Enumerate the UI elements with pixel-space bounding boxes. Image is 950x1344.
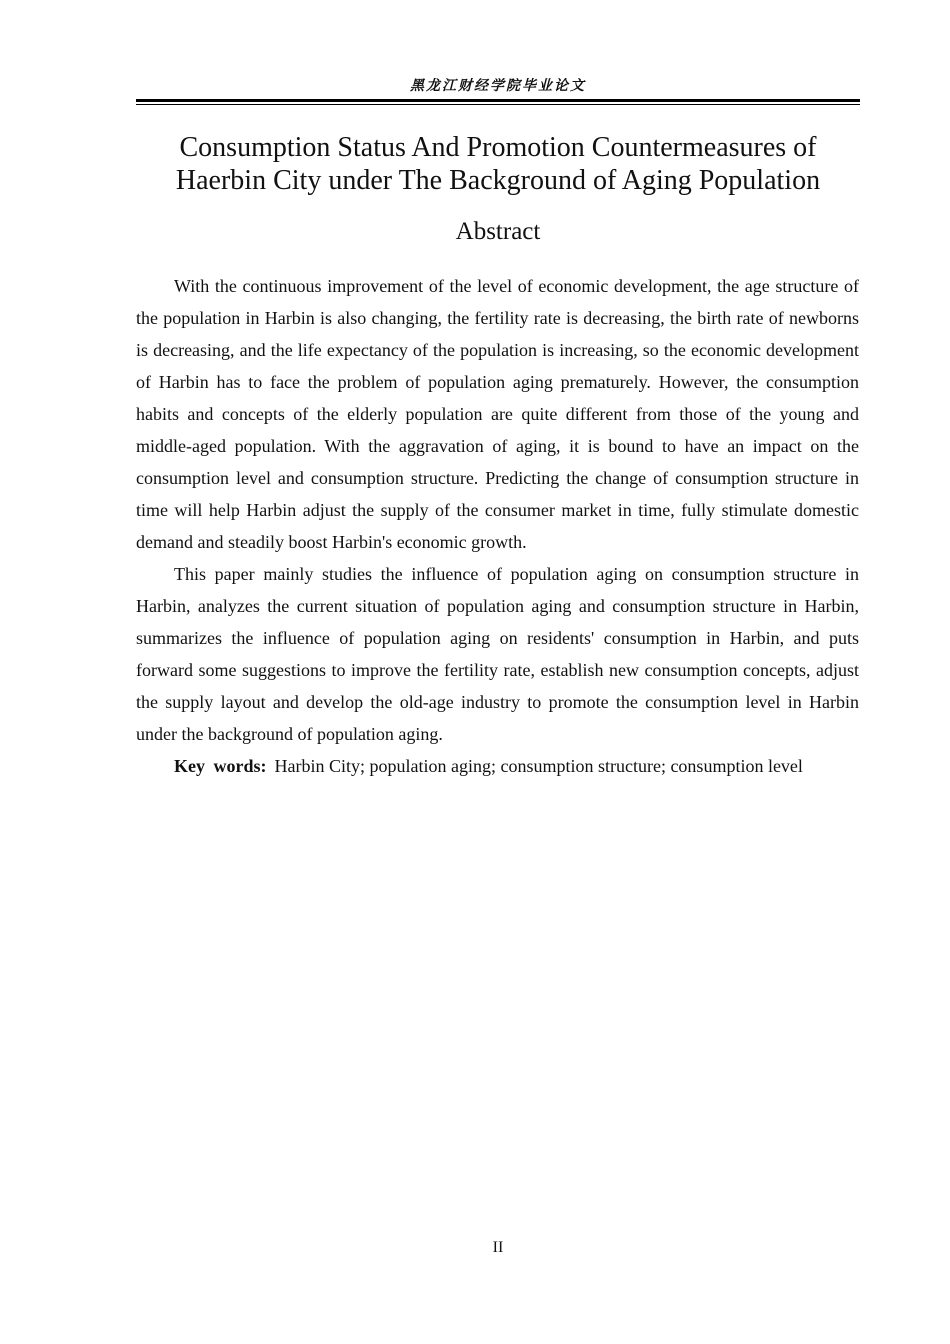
paper-title-line-2: Haerbin City under The Background of Aging Population (175, 165, 821, 196)
running-header: 黑龙江财经学院毕业论文 (410, 78, 586, 94)
abstract-paragraph-1: With the continuous improvement of the level of economic development, the age structure of the population in Harbin is also changing, the fertility rate is decreasing, the birth rate of newborns is decreasing, and the life expectancy of the population is increasing, so the economic development of Harbin has to face the problem of population aging prematurely. However, the consumption habits and concepts of the elderly population are quite different from those of the young and middle-aged population. With the aggravation of aging, it is bound to have an impact on the consumption level and consumption structure. Predicting the change of consumption structure in time will help Harbin adjust the supply of the consumer market in time, fully stimulate domestic demand and steadily boost Harbin's economic growth. (136, 276, 859, 552)
paper-title-line-1: Consumption Status And Promotion Countermeasures of (179, 132, 817, 163)
keywords-text: Harbin City; population aging; consumption structure; consumption level (274, 756, 803, 776)
page-number: II (492, 1239, 504, 1256)
keywords-line (136, 750, 859, 782)
header-rule-thin (136, 104, 860, 105)
keywords-label: Key words: (174, 756, 267, 776)
abstract-body (136, 270, 859, 782)
abstract-heading: Abstract (455, 218, 541, 245)
paper-title (136, 131, 860, 197)
header-rule-thick (136, 99, 860, 102)
abstract-paragraph-2: This paper mainly studies the influence of population aging on consumption structure in Harbin, analyzes the current situation of population aging and consumption structure in Harbin, summarizes the influence of population aging on residents' consumption in Harbin, and puts forward some suggestions to improve the fertility rate, establish new consumption concepts, adjust the supply layout and develop the old-age industry to promote the consumption level in Harbin under the background of population aging. (136, 564, 859, 744)
